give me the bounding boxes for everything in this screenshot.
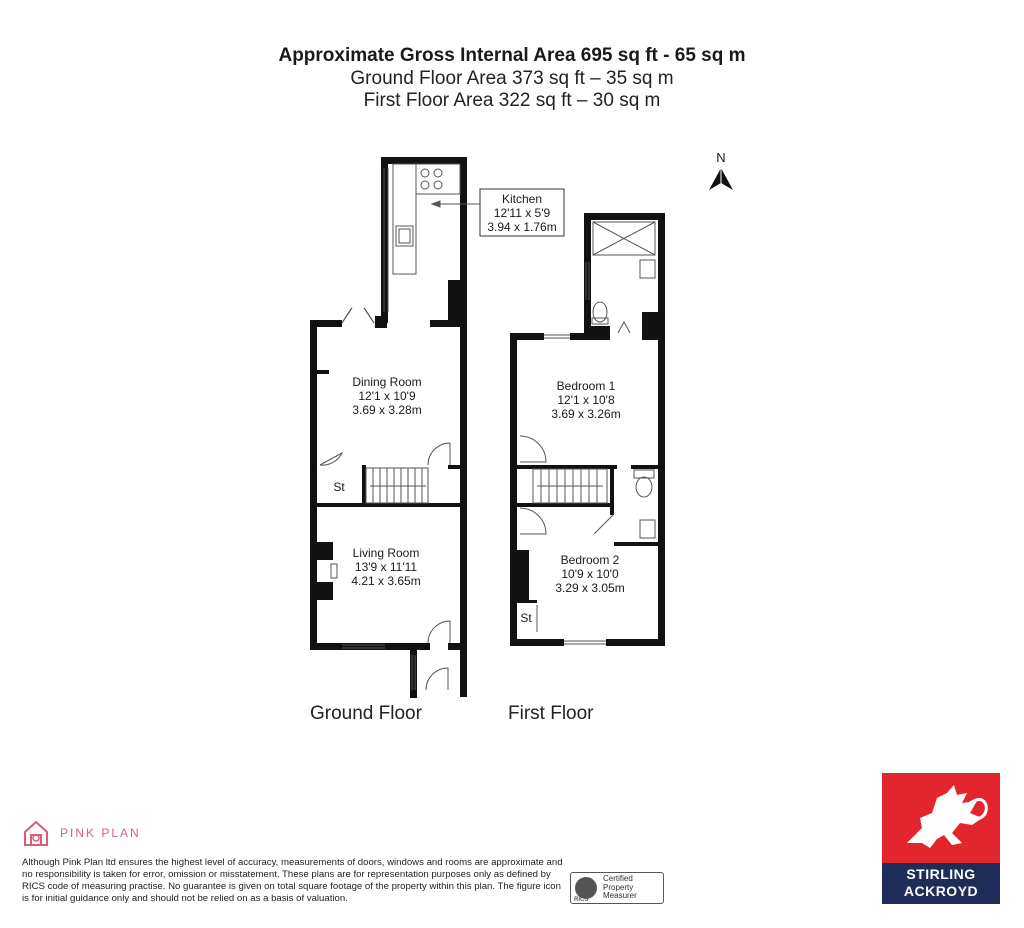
- brand-line2: ACKROYD: [903, 883, 979, 899]
- ground-floor-area: Ground Floor Area 373 sq ft – 35 sq m: [350, 68, 674, 89]
- store-first-label: St: [520, 611, 532, 625]
- kitchen-name: Kitchen: [501, 192, 543, 206]
- house-icon: [22, 818, 50, 848]
- brand-line1: STIRLING: [906, 866, 976, 882]
- disclaimer-text: Although Pink Plan ltd ensures the highest level of accuracy, measurements of doors, windows and rooms are approximate and no responsibility is taken for error, omission or misstatement. These plans are for representation purposes only as defined by RICS code of measuring practise. No guarantee is given on total square footage of the property within this plan. The figure icon is for initial guidance only and should not be relied on as a basis of valuation.: [22, 857, 563, 904]
- bedroom1-metric: 3.69 x 3.26m: [551, 407, 621, 421]
- dining-name: Dining Room: [352, 375, 422, 389]
- ground-floor-fixtures: [320, 164, 480, 690]
- stirling-ackroyd-logo: [882, 773, 1000, 904]
- bedroom2-name: Bedroom 2: [560, 553, 620, 567]
- rics-logo-icon: [575, 877, 597, 899]
- pink-plan-text: PINK PLAN: [60, 826, 141, 840]
- bedroom2-metric: 3.29 x 3.05m: [555, 581, 625, 595]
- living-metric: 4.21 x 3.65m: [351, 574, 421, 588]
- brand-red-panel: [882, 773, 1000, 863]
- living-imperial: 13'9 x 11'11: [354, 560, 418, 574]
- ground-floor-label: Ground Floor: [310, 703, 422, 724]
- bedroom1-name: Bedroom 1: [556, 379, 616, 393]
- pink-plan-logo: [22, 818, 222, 848]
- living-name: Living Room: [352, 546, 420, 560]
- kitchen-imperial: 12'11 x 5'9: [493, 206, 551, 220]
- bedroom1-imperial: 12'1 x 10'8: [557, 393, 615, 407]
- kitchen-metric: 3.94 x 1.76m: [487, 220, 557, 234]
- first-floor-label: First Floor: [508, 703, 594, 724]
- rics-badge: [570, 872, 664, 904]
- compass-label: N: [716, 150, 726, 165]
- rics-logo-text: RICS: [574, 897, 589, 903]
- dining-metric: 3.69 x 3.28m: [352, 403, 422, 417]
- gross-area-title: Approximate Gross Internal Area 695 sq ft - 65 sq m: [278, 45, 746, 66]
- griffin-icon: [882, 773, 1000, 863]
- first-floor-area: First Floor Area 322 sq ft – 30 sq m: [363, 90, 661, 111]
- rics-cert-text: Certified Property Measurer: [603, 874, 637, 900]
- dining-imperial: 12'1 x 10'9: [358, 389, 416, 403]
- store-ground-label: St: [333, 480, 345, 494]
- north-arrow-icon: [709, 168, 733, 190]
- bedroom2-imperial: 10'9 x 10'0: [561, 567, 619, 581]
